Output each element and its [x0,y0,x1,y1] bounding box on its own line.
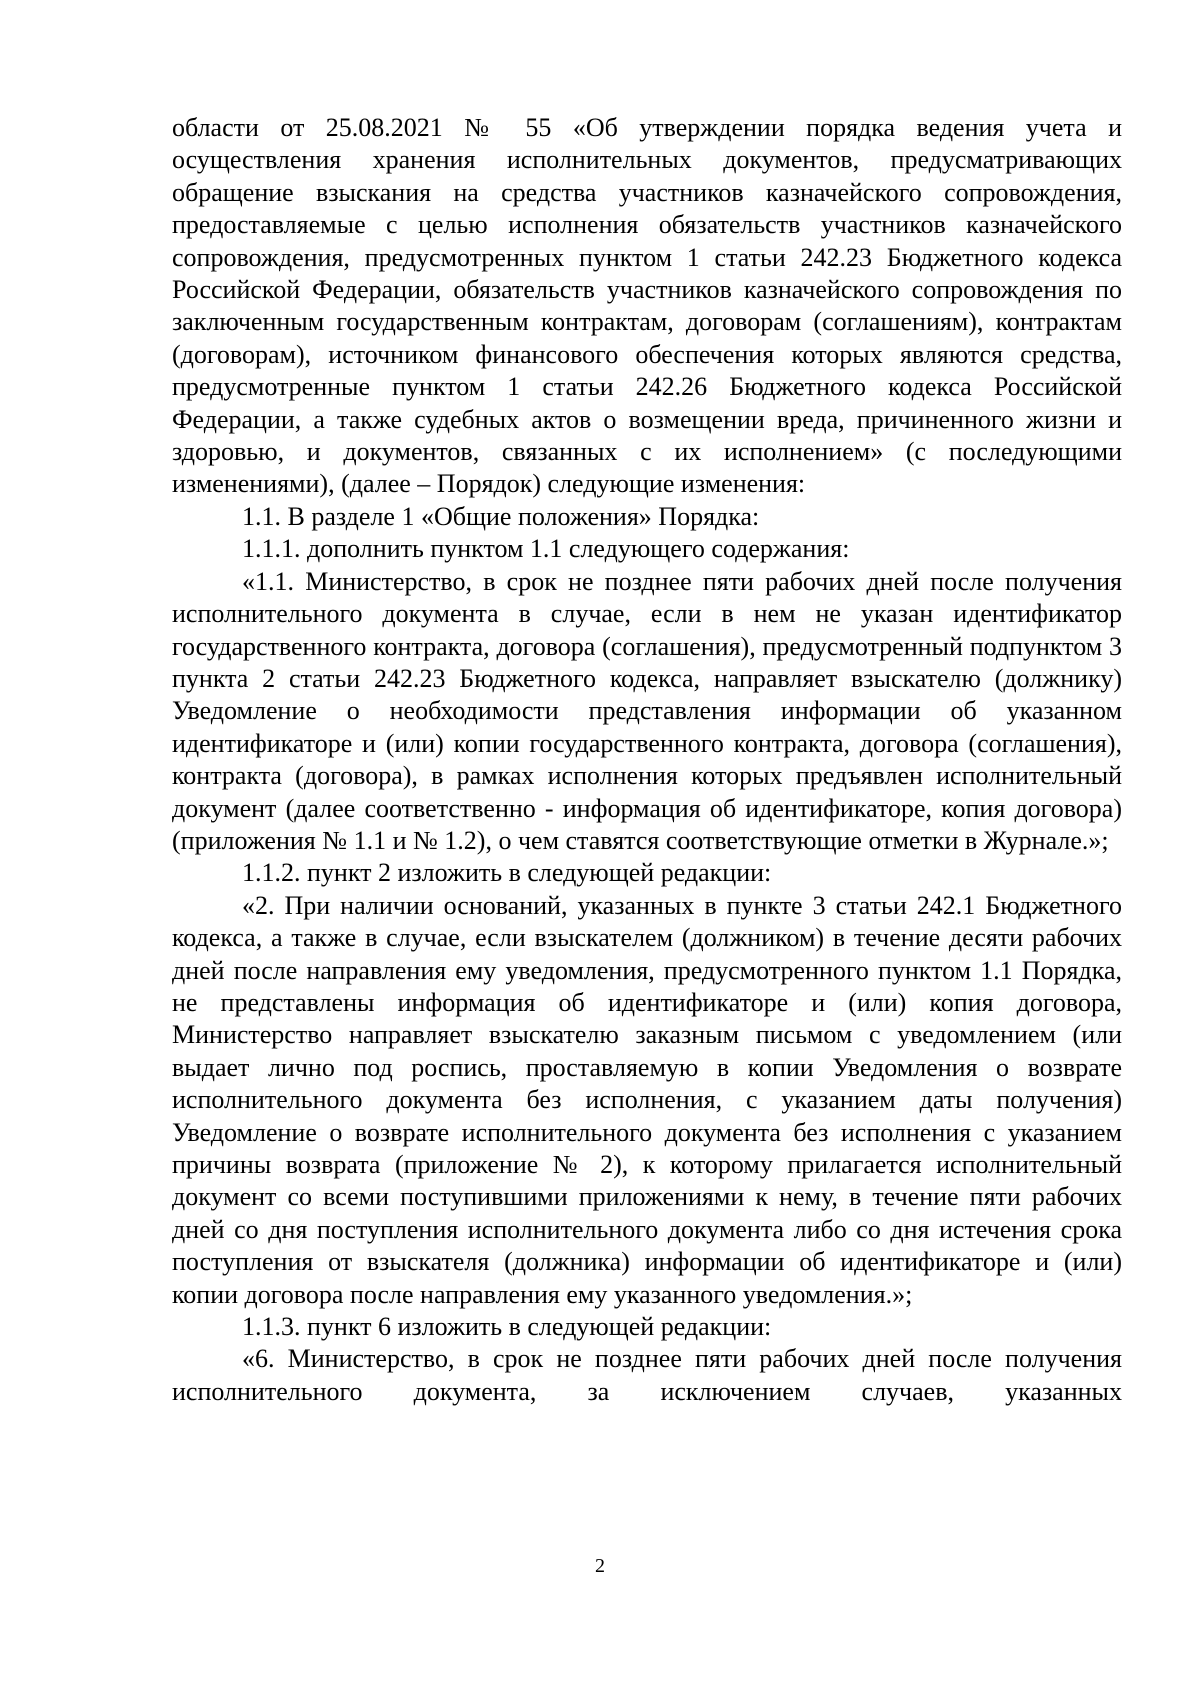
paragraph-section-1-1: 1.1. В разделе 1 «Общие положения» Порядка: [242,501,760,531]
paragraph-clause-1-1: «1.1. Министерство, в срок не позднее пяти рабочих дней после получения исполнительного документа в случае, если в нем не указан идентификатор государственного контракта, договора (соглашения), предусмотренный подпунктом 3 пункта 2 статьи 242.23 Бюджетного кодекса, направляет взыскателю (должнику) Уведомление о необходимости представления информации об указанном идентификаторе и (или) копии государственного контракта, договора (соглашения), контракта (договора), в рамках исполнения которых предъявлен исполнительный документ (далее соответственно - информация об идентификаторе, копия договора) (приложения № 1.1 и № 1.2), о чем ставятся соответствующие отметки в Журнале.»; [172,566,1122,855]
paragraph-item-1-1-1: 1.1.1. дополнить пунктом 1.1 следующего содержания: [242,534,850,564]
paragraph-item-1-1-2: 1.1.2. пункт 2 изложить в следующей редакции: [242,858,772,888]
page-number: 2 [595,1555,605,1577]
paragraph-item-1-1-3: 1.1.3. пункт 6 изложить в следующей редакции: [242,1312,772,1342]
paragraph-clause-6: «6. Министерство, в срок не позднее пяти рабочих дней после получения исполнительного документа, за исключением случаев, указанных [172,1344,1122,1406]
paragraph-clause-2: «2. При наличии оснований, указанных в пункте 3 статьи 242.1 Бюджетного кодекса, а также в случае, если взыскателем (должником) в течение десяти рабочих дней после направления ему уведомления, предусмотренного пунктом 1.1 Порядка, не представлены информация об идентификаторе и (или) копия договора, Министерство направляет взыскателю заказным письмом с уведомлением (или выдает лично под роспись, проставляемую в копии Уведомления о возврате исполнительного документа без исполнения, с указанием даты получения) Уведомление о возврате исполнительного документа без исполнения с указанием причины возврата (приложение № 2), к которому прилагается исполнительный документ со всеми поступившими приложениями к нему, в течение пяти рабочих дней со дня поступления исполнительного документа либо со дня истечения срока поступления от взыскателя (должника) информации об идентификаторе и (или) копии договора после направления ему указанного уведомления.»; [172,890,1122,1309]
paragraph-continuation: области от 25.08.2021 № 55 «Об утверждении порядка ведения учета и осуществления хранения исполнительных документов, предусматривающих обращение взыскания на средства участников казначейского сопровождения, предоставляемые с целью исполнения обязательств участников казначейского сопровождения, предусмотренных пунктом 1 статьи 242.23 Бюджетного кодекса Российской Федерации, обязательств участников казначейского сопровождения по заключенным государственным контрактам, договорам (соглашениям), контрактам (договорам), источником финансового обеспечения которых являются средства, предусмотренные пунктом 1 статьи 242.26 Бюджетного кодекса Российской Федерации, а также судебных актов о возмещении вреда, причиненного жизни и здоровью, и документов, связанных с их исполнением» (с последующими изменениями), (далее – Порядок) следующие изменения: [172,113,1122,499]
document-body [172,112,1122,1408]
